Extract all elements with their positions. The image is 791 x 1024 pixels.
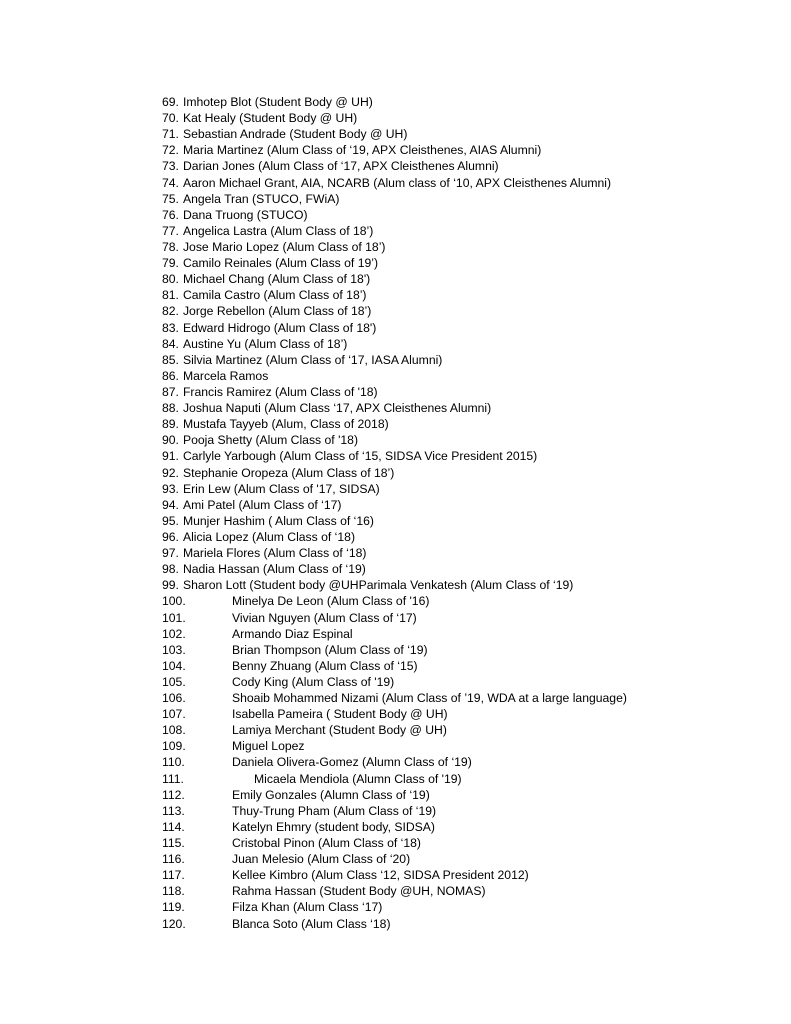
list-item: [162, 642, 762, 658]
list-item-number: 115.: [162, 836, 185, 851]
list-item-text: Silvia Martinez (Alum Class of ‘17, IASA Alumni): [182, 352, 443, 367]
signatory-list: [162, 94, 762, 932]
list-item-text: Mariela Flores (Alum Class of ‘18): [182, 546, 367, 561]
list-item-number: 75.: [162, 191, 179, 206]
list-item: [162, 706, 762, 722]
list-item-text: Minelya De Leon (Alum Class of '16): [232, 594, 430, 609]
list-item: [162, 851, 762, 867]
list-item-text: Vivian Nguyen (Alum Class of ‘17): [232, 610, 417, 625]
list-item-text: Kellee Kimbro (Alum Class ‘12, SIDSA President 2012): [232, 868, 529, 883]
list-item-number: 88.: [162, 401, 179, 416]
list-item-text: Ami Patel (Alum Class of ‘17): [182, 497, 342, 512]
list-item-number: 72.: [162, 143, 179, 158]
list-item: [162, 883, 762, 899]
list-item: [162, 626, 762, 642]
list-item: [162, 448, 762, 464]
list-item-text: Maria Martinez (Alum Class of ‘19, APX Cleisthenes, AIAS Alumni): [182, 143, 542, 158]
list-item-number: 119.: [162, 900, 185, 915]
list-item-number: 97.: [162, 546, 179, 561]
list-item: [162, 658, 762, 674]
list-item-text: Austine Yu (Alum Class of 18’): [182, 336, 348, 351]
list-item: [162, 529, 762, 545]
list-item-text: Angela Tran (STUCO, FWiA): [182, 191, 340, 206]
list-item: [162, 787, 762, 803]
list-item-number: 109.: [162, 739, 186, 754]
list-item-text: Munjer Hashim ( Alum Class of ‘16): [182, 513, 374, 528]
list-item-text: Thuy-Trung Pham (Alum Class of ‘19): [232, 803, 437, 818]
list-item: [162, 239, 762, 255]
list-item-text: Francis Ramirez (Alum Class of '18): [182, 384, 378, 399]
list-item-text: Joshua Naputi (Alum Class ‘17, APX Cleisthenes Alumni): [182, 401, 492, 416]
list-item: [162, 175, 762, 191]
list-item-text: Mustafa Tayyeb (Alum, Class of 2018): [182, 417, 389, 432]
list-item-text: Dana Truong (STUCO): [182, 207, 308, 222]
list-item-text: Carlyle Yarbough (Alum Class of ‘15, SIDSA Vice President 2015): [182, 449, 538, 464]
list-item-text: Micaela Mendiola (Alumn Class of '19): [254, 771, 462, 786]
list-item-text: Marcela Ramos: [182, 368, 269, 383]
list-item-text: Camilo Reinales (Alum Class of 19’): [182, 256, 379, 271]
list-item: [162, 899, 762, 915]
list-item-number: 86.: [162, 368, 179, 383]
list-item: [162, 577, 762, 593]
list-item: [162, 545, 762, 561]
list-item-number: 120.: [162, 916, 186, 931]
list-item-text: Brian Thompson (Alum Class of ‘19): [232, 642, 428, 657]
list-item-number: 76.: [162, 207, 179, 222]
list-item-text: Daniela Olivera-Gomez (Alumn Class of ‘19): [232, 755, 472, 770]
list-item-text: Pooja Shetty (Alum Class of '18): [182, 433, 359, 448]
list-item-text: Jose Mario Lopez (Alum Class of 18’): [182, 239, 386, 254]
list-item: [162, 336, 762, 352]
list-item: [162, 819, 762, 835]
list-item-text: Sebastian Andrade (Student Body @ UH): [182, 127, 408, 142]
list-item-number: 74.: [162, 175, 179, 190]
list-item-number: 107.: [162, 707, 186, 722]
list-item-number: 91.: [162, 449, 179, 464]
list-item-text: Armando Diaz Espinal: [232, 626, 353, 641]
list-item-text: Benny Zhuang (Alum Class of ‘15): [232, 658, 418, 673]
list-item-number: 71.: [162, 127, 179, 142]
list-item-number: 105.: [162, 674, 186, 689]
list-item-number: 69.: [162, 95, 179, 109]
list-item-text: Lamiya Merchant (Student Body @ UH): [232, 723, 447, 738]
list-item-text: Camila Castro (Alum Class of 18’): [182, 288, 367, 303]
list-item: [162, 352, 762, 368]
list-item: [162, 287, 762, 303]
list-item-text: Isabella Pameira ( Student Body @ UH): [232, 707, 448, 722]
list-item-number: 108.: [162, 723, 186, 738]
list-item: [162, 432, 762, 448]
list-item-number: 81.: [162, 288, 179, 303]
list-item: [162, 94, 762, 110]
list-item: [162, 368, 762, 384]
list-item: [162, 255, 762, 271]
list-item-text: Stephanie Oropeza (Alum Class of 18’): [182, 465, 395, 480]
list-item-text: Katelyn Ehmry (student body, SIDSA): [232, 819, 435, 834]
list-item-number: 114.: [162, 819, 185, 834]
list-item: [162, 610, 762, 626]
list-item: [162, 513, 762, 529]
list-item-number: 95.: [162, 513, 179, 528]
list-item: [162, 481, 762, 497]
list-item-number: 103.: [162, 642, 186, 657]
list-item: [162, 738, 762, 754]
list-item: [162, 497, 762, 513]
list-item-number: 100.: [162, 594, 186, 609]
list-item-number: 116.: [162, 852, 185, 867]
list-item-number: 80.: [162, 272, 179, 287]
list-item-text: Erin Lew (Alum Class of '17, SIDSA): [182, 481, 380, 496]
list-item-text: Nadia Hassan (Alum Class of ‘19): [182, 562, 366, 577]
list-item-number: 104.: [162, 658, 186, 673]
list-item-number: 117.: [162, 868, 185, 883]
list-item-number: 78.: [162, 239, 179, 254]
list-item-number: 85.: [162, 352, 179, 367]
list-item: [162, 416, 762, 432]
list-item: [162, 142, 762, 158]
list-item: [162, 191, 762, 207]
list-item: [162, 722, 762, 738]
list-item-text: Shoaib Mohammed Nizami (Alum Class of ’19, WDA at a large language): [232, 691, 627, 706]
list-item-number: 102.: [162, 626, 186, 641]
list-item-number: 110.: [162, 755, 185, 770]
list-item: [162, 754, 762, 770]
list-item-text: Michael Chang (Alum Class of 18'): [182, 272, 371, 287]
list-item-text: Kat Healy (Student Body @ UH): [182, 111, 358, 126]
list-item-text: Rahma Hassan (Student Body @UH, NOMAS): [232, 884, 486, 899]
list-item-text: Imhotep Blot (Student Body @ UH): [182, 95, 373, 109]
list-item-text: Jorge Rebellon (Alum Class of 18’): [182, 304, 372, 319]
list-item: [162, 207, 762, 223]
list-item: [162, 320, 762, 336]
list-item-number: 73.: [162, 159, 179, 174]
list-item: [162, 690, 762, 706]
list-item-number: 112.: [162, 787, 185, 802]
list-item: [162, 400, 762, 416]
list-item: [162, 384, 762, 400]
list-item-number: 82.: [162, 304, 179, 319]
list-item-text: Cristobal Pinon (Alum Class of ‘18): [232, 836, 421, 851]
list-item-number: 84.: [162, 336, 179, 351]
list-item-number: 94.: [162, 497, 179, 512]
list-item-number: 111.: [162, 771, 184, 786]
list-item-text: Juan Melesio (Alum Class of ‘20): [232, 852, 411, 867]
list-item-number: 90.: [162, 433, 179, 448]
list-item-text: Edward Hidrogo (Alum Class of 18'): [182, 320, 377, 335]
list-item: [162, 303, 762, 319]
list-item-number: 77.: [162, 223, 179, 238]
list-item-number: 89.: [162, 417, 179, 432]
list-item: [162, 561, 762, 577]
list-item-text: Emily Gonzales (Alumn Class of ‘19): [232, 787, 430, 802]
list-item-number: 99.: [162, 578, 179, 593]
list-item: [162, 110, 762, 126]
list-item: [162, 465, 762, 481]
list-item-number: 113.: [162, 803, 185, 818]
list-item-number: 106.: [162, 691, 186, 706]
list-item-number: 87.: [162, 384, 179, 399]
list-item: [162, 771, 762, 787]
list-item: [162, 867, 762, 883]
list-item-number: 118.: [162, 884, 185, 899]
list-item: [162, 126, 762, 142]
list-item-number: 98.: [162, 562, 179, 577]
list-item-text: Angelica Lastra (Alum Class of 18’): [182, 223, 374, 238]
list-item-text: Miguel Lopez: [232, 739, 305, 754]
list-item-number: 92.: [162, 465, 179, 480]
list-item-text: Filza Khan (Alum Class ‘17): [232, 900, 383, 915]
list-item-text: Aaron Michael Grant, AIA, NCARB (Alum class of ‘10, APX Cleisthenes Alumni): [182, 175, 612, 190]
list-item: [162, 593, 762, 609]
list-item-text: Darian Jones (Alum Class of ‘17, APX Cleisthenes Alumni): [182, 159, 499, 174]
list-item-number: 79.: [162, 256, 179, 271]
list-item: [162, 916, 762, 932]
list-item: [162, 158, 762, 174]
list-item: [162, 674, 762, 690]
list-item-text: Blanca Soto (Alum Class ‘18): [232, 916, 391, 931]
list-item-number: 101.: [162, 610, 186, 625]
list-item-text: Alicia Lopez (Alum Class of ‘18): [182, 529, 356, 544]
list-item-text: Cody King (Alum Class of '19): [232, 674, 395, 689]
list-item-text: Sharon Lott (Student body @UHParimala Venkatesh (Alum Class of ‘19): [182, 578, 574, 593]
list-item: [162, 803, 762, 819]
list-item: [162, 223, 762, 239]
list-item-number: 70.: [162, 111, 179, 126]
list-item-number: 96.: [162, 529, 179, 544]
list-item: [162, 835, 762, 851]
list-item-number: 83.: [162, 320, 179, 335]
list-item-number: 93.: [162, 481, 179, 496]
list-item: [162, 271, 762, 287]
